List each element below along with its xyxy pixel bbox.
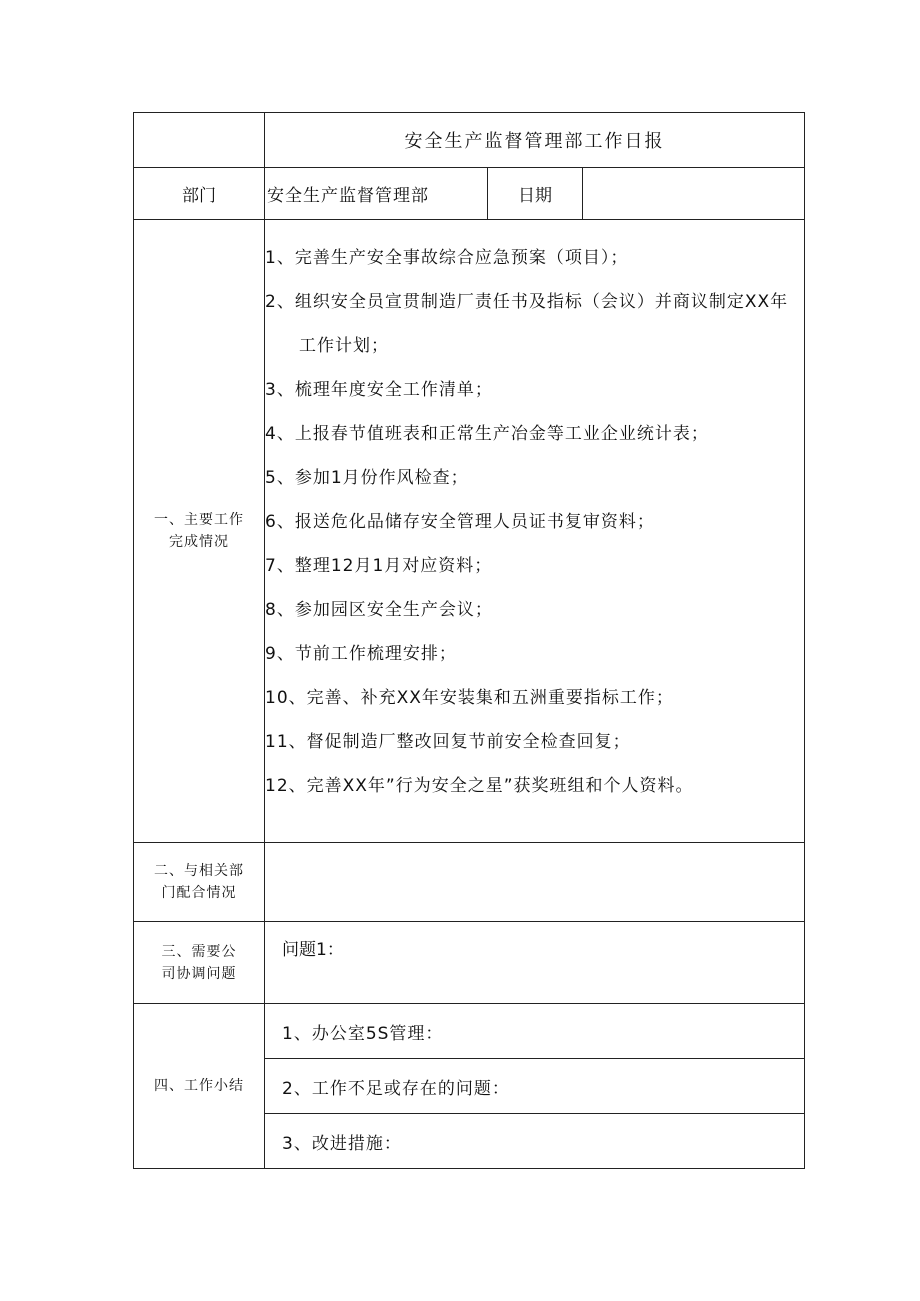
issues-row <box>134 922 805 1004</box>
coordination-content[interactable] <box>265 843 805 922</box>
header-row <box>134 168 805 220</box>
title-blank-cell <box>134 113 265 168</box>
coordination-label <box>134 843 265 922</box>
issues-label-line2: 司协调问题 <box>161 965 237 982</box>
work-item: 12、完善XX年”行为安全之星”获奖班组和个人资料。 <box>265 776 694 796</box>
summary-label: 四、工作小结 <box>134 1004 265 1169</box>
work-item: 7、整理12月1月对应资料； <box>265 556 493 576</box>
title-row <box>134 113 805 168</box>
daily-report-table <box>133 112 805 1169</box>
coordination-label-line1: 二、与相关部 <box>154 863 244 879</box>
dept-label: 部门 <box>134 168 265 220</box>
issues-label-line1: 三、需要公 <box>161 943 237 960</box>
report-title: 安全生产监督管理部工作日报 <box>265 113 805 168</box>
issues-label <box>134 922 265 1004</box>
date-value[interactable] <box>583 168 805 220</box>
coordination-label-line2: 门配合情况 <box>161 885 237 901</box>
date-label: 日期 <box>488 168 583 220</box>
work-item: 2、组织安全员宣贯制造厂责任书及指标（会议）并商议制定XX年工作计划； <box>265 292 789 356</box>
work-item: 4、上报春节值班表和正常生产冶金等工业企业统计表； <box>265 424 709 444</box>
summary-item[interactable]: 1、办公室5S管理： <box>265 1004 805 1059</box>
main-work-label <box>134 220 265 843</box>
main-work-row <box>134 220 805 843</box>
work-item: 5、参加1月份作风检查； <box>265 468 469 488</box>
main-work-label-line1: 一、主要工作 <box>154 512 244 528</box>
dept-value: 安全生产监督管理部 <box>265 168 488 220</box>
work-item: 3、梳理年度安全工作清单； <box>265 380 493 400</box>
work-item: 11、督促制造厂整改回复节前安全检查回复； <box>265 732 631 752</box>
summary-item[interactable]: 3、改进措施： <box>265 1114 805 1169</box>
summary-row <box>134 1004 805 1059</box>
issues-content[interactable]: 问题1： <box>265 922 805 1004</box>
coordination-row <box>134 843 805 922</box>
main-work-label-line2: 完成情况 <box>169 534 229 550</box>
work-item: 1、完善生产安全事故综合应急预案（项目）； <box>265 248 629 268</box>
main-work-content <box>265 220 805 843</box>
summary-item[interactable]: 2、工作不足或存在的问题： <box>265 1059 805 1114</box>
work-item: 8、参加园区安全生产会议； <box>265 600 493 620</box>
work-item: 10、完善、补充XX年安装集和五洲重要指标工作； <box>265 688 674 708</box>
work-item: 9、节前工作梳理安排； <box>265 644 457 664</box>
work-item: 6、报送危化品储存安全管理人员证书复审资料； <box>265 512 655 532</box>
work-item-list <box>265 220 804 808</box>
